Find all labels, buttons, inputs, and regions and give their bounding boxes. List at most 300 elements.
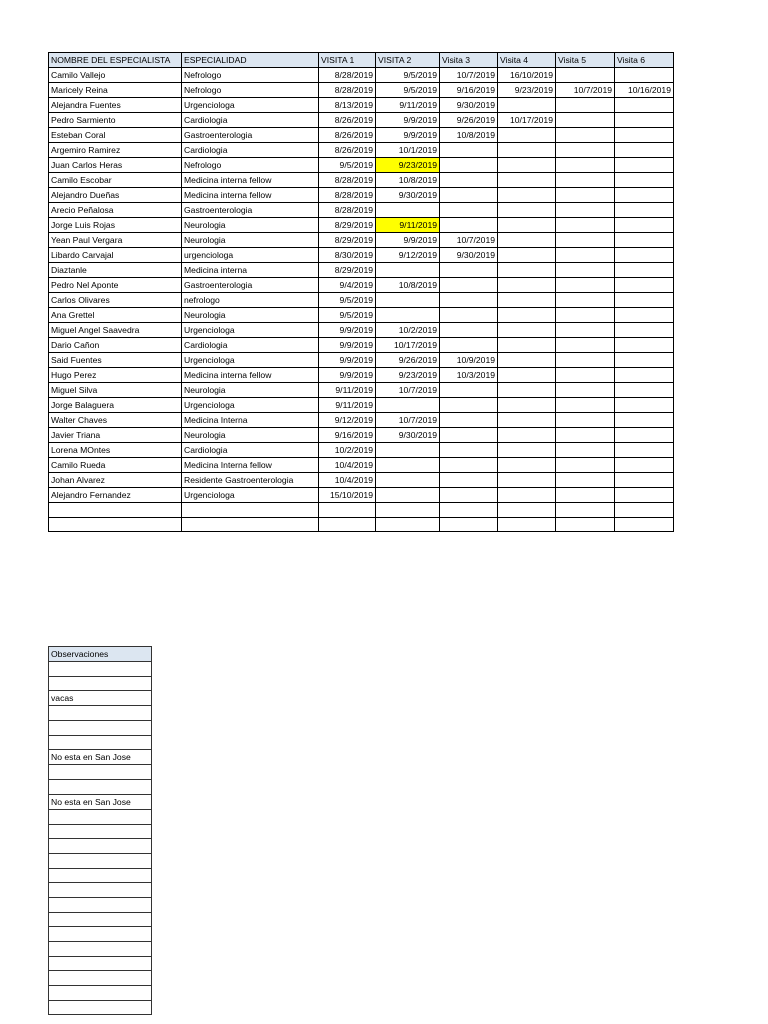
table-cell: 9/11/2019: [319, 383, 376, 398]
table-cell: [556, 218, 615, 233]
table-cell: Camilo Escobar: [49, 173, 182, 188]
table-cell: Urgenciologa: [182, 488, 319, 503]
table-cell: Miguel Silva: [49, 383, 182, 398]
table-cell: 9/11/2019: [376, 218, 440, 233]
table-cell: 8/28/2019: [319, 203, 376, 218]
table-cell: [498, 158, 556, 173]
table-cell: Jorge Luis Rojas: [49, 218, 182, 233]
table-cell: 9/11/2019: [319, 398, 376, 413]
table-cell: [556, 443, 615, 458]
observation-row: [49, 971, 152, 986]
table-cell: 9/9/2019: [376, 113, 440, 128]
table-cell: [615, 428, 674, 443]
table-cell: 10/2/2019: [319, 443, 376, 458]
table-cell: Javier Triana: [49, 428, 182, 443]
table-cell: [498, 488, 556, 503]
table-cell: [615, 143, 674, 158]
table-cell: Medicina interna fellow: [182, 368, 319, 383]
observation-cell: [49, 912, 152, 927]
table-cell: [556, 308, 615, 323]
table-cell: Alejandro Fernandez: [49, 488, 182, 503]
table-cell: 9/30/2019: [440, 98, 498, 113]
table-cell: 9/9/2019: [376, 233, 440, 248]
table-cell: [615, 173, 674, 188]
table-cell: [376, 263, 440, 278]
table-cell: [556, 68, 615, 83]
table-cell: [498, 143, 556, 158]
observation-cell: [49, 956, 152, 971]
table-cell: 9/5/2019: [376, 68, 440, 83]
table-row: [49, 248, 674, 263]
table-cell: [376, 308, 440, 323]
table-cell: [498, 98, 556, 113]
table-cell: [556, 248, 615, 263]
table-cell: 10/16/2019: [615, 83, 674, 98]
observation-row: [49, 897, 152, 912]
table-cell: 9/23/2019: [376, 158, 440, 173]
table-cell: Cardiologia: [182, 113, 319, 128]
table-cell: Alejandra Fuentes: [49, 98, 182, 113]
table-cell: Juan Carlos Heras: [49, 158, 182, 173]
table-cell: [615, 233, 674, 248]
table-cell: [319, 503, 376, 518]
table-cell: Cardiologia: [182, 143, 319, 158]
table-cell: 9/16/2019: [319, 428, 376, 443]
observation-row: [49, 824, 152, 839]
table-cell: [615, 488, 674, 503]
table-cell: [615, 503, 674, 518]
table-cell: [615, 383, 674, 398]
table-row: [49, 173, 674, 188]
table-cell: [440, 323, 498, 338]
table-cell: Cardiologia: [182, 338, 319, 353]
observation-row: [49, 942, 152, 957]
table-cell: Urgenciologa: [182, 323, 319, 338]
table-cell: [376, 503, 440, 518]
table-cell: Nefrologo: [182, 83, 319, 98]
table-cell: 9/23/2019: [498, 83, 556, 98]
table-cell: [440, 218, 498, 233]
table-cell: [440, 443, 498, 458]
table-cell: [498, 248, 556, 263]
table-cell: Urgenciologa: [182, 353, 319, 368]
table-cell: Gastroenterologia: [182, 128, 319, 143]
column-header: VISITA 1: [319, 53, 376, 68]
table-cell: [615, 278, 674, 293]
table-cell: 10/3/2019: [440, 368, 498, 383]
table-cell: 9/30/2019: [376, 188, 440, 203]
table-cell: Alejandro Dueñas: [49, 188, 182, 203]
table-cell: Argemiro Ramirez: [49, 143, 182, 158]
table-row: [49, 517, 674, 532]
observations-header: Observaciones: [49, 647, 152, 662]
table-cell: [498, 173, 556, 188]
table-cell: 15/10/2019: [319, 488, 376, 503]
table-cell: [376, 293, 440, 308]
table-cell: 9/12/2019: [376, 248, 440, 263]
table-cell: [556, 398, 615, 413]
table-cell: Medicina interna fellow: [182, 173, 319, 188]
table-cell: [556, 143, 615, 158]
table-cell: urgenciologa: [182, 248, 319, 263]
table-cell: Maricely Reina: [49, 83, 182, 98]
table-cell: [556, 428, 615, 443]
table-cell: [498, 128, 556, 143]
observation-cell: No esta en San Jose: [49, 794, 152, 809]
table-cell: 8/28/2019: [319, 68, 376, 83]
table-cell: 8/29/2019: [319, 218, 376, 233]
table-cell: [615, 128, 674, 143]
table-cell: Medicina Interna fellow: [182, 458, 319, 473]
table-cell: Hugo Perez: [49, 368, 182, 383]
table-cell: [615, 368, 674, 383]
table-cell: [556, 113, 615, 128]
table-cell: 10/1/2019: [376, 143, 440, 158]
table-cell: [440, 428, 498, 443]
observation-cell: [49, 809, 152, 824]
table-cell: [556, 353, 615, 368]
table-cell: Neurologia: [182, 233, 319, 248]
table-cell: [615, 353, 674, 368]
table-cell: [556, 458, 615, 473]
table-cell: 9/5/2019: [319, 158, 376, 173]
table-cell: [376, 473, 440, 488]
table-cell: [376, 517, 440, 532]
table-cell: [615, 263, 674, 278]
table-cell: [556, 323, 615, 338]
observation-row: [49, 853, 152, 868]
observation-row: [49, 794, 152, 809]
observation-row: [49, 839, 152, 854]
table-row: [49, 323, 674, 338]
table-cell: [615, 158, 674, 173]
observation-cell: [49, 839, 152, 854]
table-cell: [440, 158, 498, 173]
table-row: [49, 188, 674, 203]
table-cell: [556, 188, 615, 203]
table-cell: [498, 458, 556, 473]
table-cell: Medicina Interna: [182, 413, 319, 428]
table-cell: 9/9/2019: [319, 353, 376, 368]
observation-cell: [49, 735, 152, 750]
visits-table: [48, 52, 674, 532]
table-cell: [498, 293, 556, 308]
observation-cell: [49, 824, 152, 839]
table-cell: [556, 338, 615, 353]
table-row: [49, 473, 674, 488]
table-cell: [182, 517, 319, 532]
table-cell: [440, 338, 498, 353]
table-cell: 8/26/2019: [319, 128, 376, 143]
table-cell: Camilo Rueda: [49, 458, 182, 473]
table-cell: Arecio Peñalosa: [49, 203, 182, 218]
table-cell: nefrologo: [182, 293, 319, 308]
table-row: [49, 428, 674, 443]
table-cell: 9/16/2019: [440, 83, 498, 98]
table-cell: Pedro Nel Aponte: [49, 278, 182, 293]
table-cell: Yean Paul Vergara: [49, 233, 182, 248]
table-cell: [498, 233, 556, 248]
observation-cell: [49, 780, 152, 795]
table-cell: Neurologia: [182, 383, 319, 398]
table-cell: [615, 293, 674, 308]
table-cell: 9/9/2019: [319, 323, 376, 338]
table-row: [49, 458, 674, 473]
table-cell: Ana Grettel: [49, 308, 182, 323]
column-header: Visita 6: [615, 53, 674, 68]
table-row: [49, 263, 674, 278]
table-cell: [498, 263, 556, 278]
table-cell: 8/28/2019: [319, 173, 376, 188]
observation-cell: [49, 676, 152, 691]
table-cell: [556, 263, 615, 278]
table-row: [49, 158, 674, 173]
observation-cell: [49, 971, 152, 986]
table-row: [49, 143, 674, 158]
table-cell: 10/7/2019: [440, 233, 498, 248]
table-cell: Nefrologo: [182, 158, 319, 173]
header-row: [49, 53, 674, 68]
observation-cell: [49, 883, 152, 898]
table-cell: [556, 173, 615, 188]
table-cell: [556, 383, 615, 398]
column-header: Visita 5: [556, 53, 615, 68]
observation-cell: [49, 662, 152, 677]
table-row: [49, 128, 674, 143]
column-header: VISITA 2: [376, 53, 440, 68]
table-cell: [556, 128, 615, 143]
table-cell: [556, 413, 615, 428]
table-cell: [615, 323, 674, 338]
table-cell: 8/26/2019: [319, 113, 376, 128]
table-cell: 9/5/2019: [319, 293, 376, 308]
table-cell: Gastroenterologia: [182, 203, 319, 218]
table-cell: 9/9/2019: [376, 128, 440, 143]
table-cell: Lorena MOntes: [49, 443, 182, 458]
table-cell: [556, 278, 615, 293]
table-cell: [440, 517, 498, 532]
table-cell: [376, 203, 440, 218]
observations-header-row: [49, 647, 152, 662]
table-cell: [498, 203, 556, 218]
table-cell: Pedro Sarmiento: [49, 113, 182, 128]
table-cell: Neurologia: [182, 428, 319, 443]
column-header: Visita 4: [498, 53, 556, 68]
table-cell: 8/28/2019: [319, 83, 376, 98]
table-row: [49, 368, 674, 383]
observation-cell: [49, 853, 152, 868]
table-row: [49, 383, 674, 398]
table-cell: Residente Gastroenterologia: [182, 473, 319, 488]
table-cell: 9/23/2019: [376, 368, 440, 383]
table-cell: [440, 143, 498, 158]
table-cell: 8/30/2019: [319, 248, 376, 263]
table-cell: 10/7/2019: [376, 413, 440, 428]
table-row: [49, 113, 674, 128]
column-header: Visita 3: [440, 53, 498, 68]
table-cell: 8/26/2019: [319, 143, 376, 158]
observation-cell: [49, 721, 152, 736]
table-cell: [49, 517, 182, 532]
observation-cell: [49, 868, 152, 883]
observation-cell: [49, 897, 152, 912]
table-cell: 10/7/2019: [556, 83, 615, 98]
table-cell: 10/4/2019: [319, 473, 376, 488]
table-cell: Neurologia: [182, 218, 319, 233]
table-cell: Miguel Angel Saavedra: [49, 323, 182, 338]
table-cell: 10/17/2019: [376, 338, 440, 353]
table-cell: Urgenciologa: [182, 398, 319, 413]
table-cell: [615, 188, 674, 203]
observation-row: [49, 868, 152, 883]
table-cell: [556, 98, 615, 113]
table-cell: [498, 368, 556, 383]
table-cell: Nefrologo: [182, 68, 319, 83]
table-cell: [498, 218, 556, 233]
table-cell: [376, 488, 440, 503]
table-cell: [615, 98, 674, 113]
observation-cell: [49, 765, 152, 780]
table-cell: 10/8/2019: [376, 278, 440, 293]
table-row: [49, 68, 674, 83]
table-cell: [615, 413, 674, 428]
table-cell: [556, 158, 615, 173]
table-cell: Carlos Olivares: [49, 293, 182, 308]
table-row: [49, 218, 674, 233]
table-cell: Urgenciologa: [182, 98, 319, 113]
table-cell: [615, 68, 674, 83]
table-cell: Diaztanle: [49, 263, 182, 278]
table-cell: [615, 308, 674, 323]
table-cell: [498, 443, 556, 458]
table-cell: [556, 473, 615, 488]
table-cell: 10/7/2019: [440, 68, 498, 83]
table-cell: [440, 383, 498, 398]
table-cell: [440, 398, 498, 413]
table-cell: [615, 113, 674, 128]
table-cell: [440, 293, 498, 308]
table-cell: 10/17/2019: [498, 113, 556, 128]
table-cell: [440, 173, 498, 188]
observation-cell: [49, 942, 152, 957]
table-cell: [498, 353, 556, 368]
table-cell: [615, 248, 674, 263]
observation-row: [49, 765, 152, 780]
table-cell: [498, 413, 556, 428]
table-cell: [376, 443, 440, 458]
table-cell: Johan Alvarez: [49, 473, 182, 488]
table-cell: [440, 188, 498, 203]
table-row: [49, 233, 674, 248]
table-cell: [440, 308, 498, 323]
table-cell: Camilo Vallejo: [49, 68, 182, 83]
table-cell: [440, 458, 498, 473]
table-cell: [556, 368, 615, 383]
table-cell: 10/7/2019: [376, 383, 440, 398]
table-cell: Medicina interna: [182, 263, 319, 278]
observation-row: [49, 706, 152, 721]
observation-row: [49, 1000, 152, 1015]
table-cell: Dario Cañon: [49, 338, 182, 353]
table-cell: 9/30/2019: [376, 428, 440, 443]
table-cell: Gastroenterologia: [182, 278, 319, 293]
observation-cell: No esta en San Jose: [49, 750, 152, 765]
observation-row: [49, 721, 152, 736]
table-cell: [498, 398, 556, 413]
observation-row: [49, 750, 152, 765]
table-cell: 9/30/2019: [440, 248, 498, 263]
table-cell: 10/9/2019: [440, 353, 498, 368]
table-cell: [498, 323, 556, 338]
observation-cell: [49, 1000, 152, 1015]
table-cell: 10/8/2019: [440, 128, 498, 143]
table-cell: 8/29/2019: [319, 263, 376, 278]
table-cell: [376, 458, 440, 473]
observation-row: [49, 912, 152, 927]
table-row: [49, 98, 674, 113]
table-cell: [440, 488, 498, 503]
table-cell: 9/9/2019: [319, 368, 376, 383]
table-cell: Cardiologia: [182, 443, 319, 458]
table-cell: Walter Chaves: [49, 413, 182, 428]
table-cell: [615, 398, 674, 413]
table-cell: [556, 517, 615, 532]
table-cell: 9/5/2019: [376, 83, 440, 98]
observation-row: [49, 780, 152, 795]
table-cell: [440, 503, 498, 518]
table-cell: [498, 383, 556, 398]
observation-row: [49, 809, 152, 824]
observation-cell: [49, 706, 152, 721]
table-row: [49, 278, 674, 293]
table-cell: [440, 278, 498, 293]
table-row: [49, 83, 674, 98]
table-row: [49, 488, 674, 503]
table-cell: 8/28/2019: [319, 188, 376, 203]
table-cell: [498, 278, 556, 293]
table-cell: [615, 338, 674, 353]
table-cell: 9/5/2019: [319, 308, 376, 323]
column-header: ESPECIALIDAD: [182, 53, 319, 68]
table-row: [49, 338, 674, 353]
observation-row: [49, 927, 152, 942]
table-cell: [440, 203, 498, 218]
observation-row: [49, 883, 152, 898]
table-cell: 8/29/2019: [319, 233, 376, 248]
table-cell: [319, 517, 376, 532]
table-row: [49, 308, 674, 323]
table-cell: Neurologia: [182, 308, 319, 323]
table-cell: [498, 188, 556, 203]
table-cell: [440, 413, 498, 428]
table-cell: [498, 517, 556, 532]
table-cell: Libardo Carvajal: [49, 248, 182, 263]
table-cell: [615, 517, 674, 532]
table-cell: [498, 428, 556, 443]
observations-table: [48, 646, 152, 1015]
table-cell: [615, 203, 674, 218]
observation-row: [49, 676, 152, 691]
table-cell: 10/8/2019: [376, 173, 440, 188]
table-row: [49, 203, 674, 218]
observation-row: [49, 956, 152, 971]
table-cell: [556, 293, 615, 308]
table-cell: 10/2/2019: [376, 323, 440, 338]
table-cell: Jorge Balaguera: [49, 398, 182, 413]
table-cell: Said Fuentes: [49, 353, 182, 368]
table-cell: [556, 503, 615, 518]
table-cell: Medicina interna fellow: [182, 188, 319, 203]
